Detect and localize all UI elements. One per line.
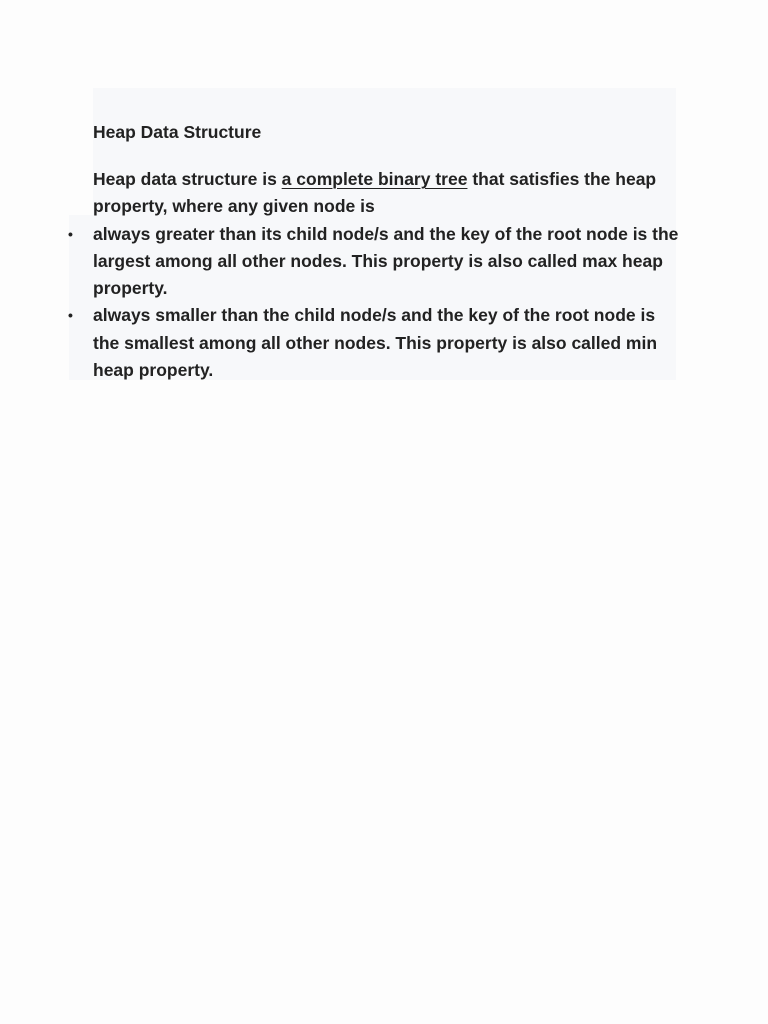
- list-item: [68, 221, 683, 303]
- list-item: [68, 302, 683, 384]
- bullet-icon: •: [68, 307, 73, 324]
- intro-text-after-link: that satisfies the heap property, where any given node is: [93, 169, 657, 217]
- bullet-icon: •: [68, 225, 73, 242]
- intro-text-before-link: Heap data structure is: [93, 169, 282, 189]
- list-item-text: always greater than its child node/s and the key of the root node is the largest among all other nodes. This property is also called max heap property.: [93, 223, 679, 299]
- complete-binary-tree-link[interactable]: a complete binary tree: [281, 169, 468, 189]
- page-title: Heap Data Structure: [93, 122, 262, 142]
- heap-property-list: [68, 221, 683, 385]
- list-item-text: always smaller than the child node/s and the key of the root node is the smallest among all other nodes. This property is also called min heap property.: [93, 305, 658, 381]
- document-content: [68, 120, 683, 384]
- intro-paragraph: [93, 166, 683, 221]
